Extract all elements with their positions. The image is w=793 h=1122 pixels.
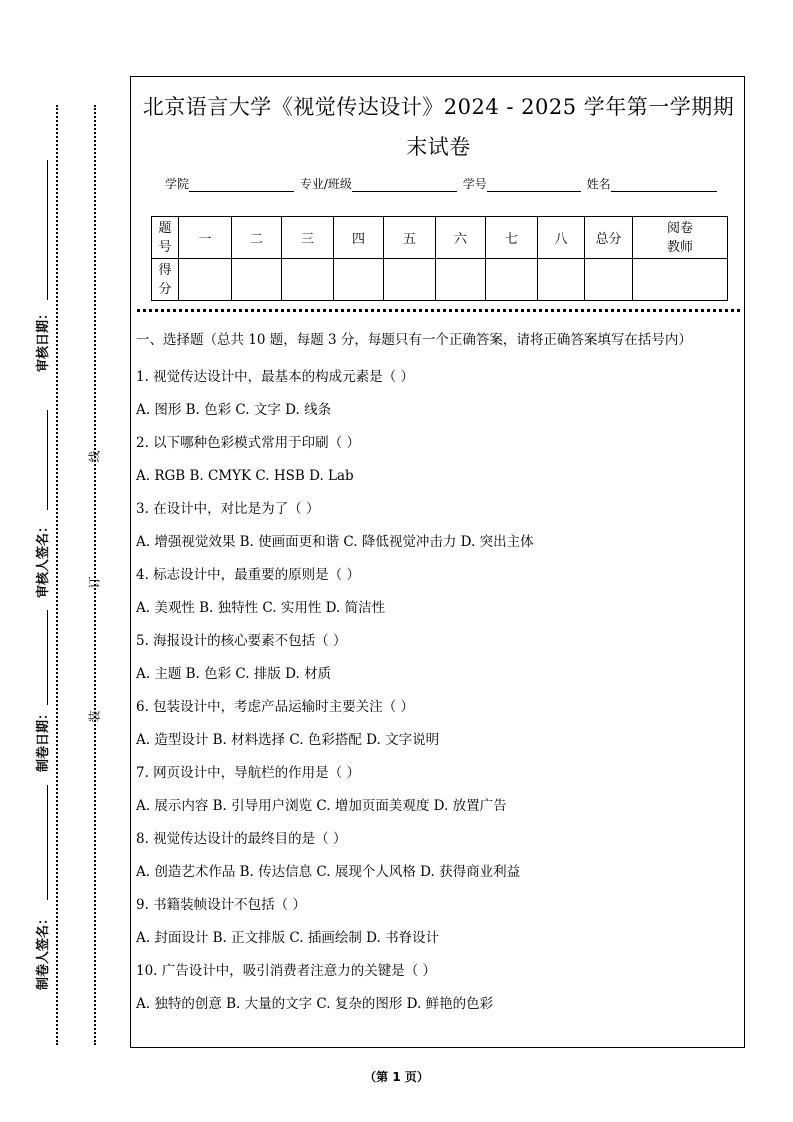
- score-cell[interactable]: [334, 259, 384, 301]
- grader-cell[interactable]: [633, 259, 728, 301]
- options: A. 造型设计 B. 材料选择 C. 色彩搭配 D. 文字说明: [136, 732, 440, 748]
- score-label: 得分: [158, 262, 172, 297]
- outer-dotted-line: [56, 105, 58, 1045]
- college-label: 学院: [165, 177, 190, 191]
- col-header: 总分: [585, 217, 633, 259]
- exam-paper: [130, 76, 745, 1048]
- header-label: 题号: [158, 220, 172, 255]
- question: 6. 包装设计中，考虑产品运输时主要关注（ ）: [136, 699, 414, 715]
- cut-word-bind: 装: [87, 710, 102, 723]
- options: A. 封面设计 B. 正文排版 C. 插画绘制 D. 书脊设计: [136, 930, 440, 946]
- col-header-grader: [633, 217, 728, 259]
- score-cell[interactable]: [538, 259, 585, 301]
- question: 7. 网页设计中，导航栏的作用是（ ）: [136, 765, 360, 781]
- score-cell[interactable]: [486, 259, 538, 301]
- reviewer-date-blank: [47, 160, 48, 300]
- maker-sign-label: 制卷人签名：: [36, 911, 51, 990]
- col-header: 一: [179, 217, 232, 259]
- question: 3. 在设计中，对比是为了（ ）: [136, 501, 320, 517]
- score-cell[interactable]: [436, 259, 486, 301]
- col-header: 三: [282, 217, 334, 259]
- question: 1. 视觉传达设计中，最基本的构成元素是（ ）: [136, 369, 414, 385]
- grader-label: 阅卷教师: [666, 220, 693, 255]
- col-header: 七: [486, 217, 538, 259]
- header-label-cell: [152, 217, 179, 259]
- col-header: 五: [384, 217, 436, 259]
- student-info-row: [165, 175, 719, 192]
- college-field[interactable]: [189, 178, 294, 192]
- student-id-field[interactable]: [487, 178, 581, 192]
- maker-date-blank: [47, 610, 48, 705]
- exam-title: 北京语言大学《视觉传达设计》2024 - 2025 学年第一学期期末试卷: [142, 95, 735, 159]
- maker-sign-blank: [47, 785, 48, 900]
- maker-date-label: 制卷日期：: [36, 706, 51, 772]
- score-cell[interactable]: [179, 259, 232, 301]
- options: A. 美观性 B. 独特性 C. 实用性 D. 简洁性: [136, 600, 386, 616]
- cut-word-line: 线: [87, 450, 102, 463]
- options: A. 独特的创意 B. 大量的文字 C. 复杂的图形 D. 鲜艳的色彩: [136, 996, 494, 1012]
- reviewer-sign-blank: [47, 410, 48, 510]
- section-heading: 一、选择题（总共 10 题，每题 3 分，每题只有一个正确答案，请将正确答案填写在括号内）: [136, 332, 692, 348]
- question: 8. 视觉传达设计的最终目的是（ ）: [136, 831, 347, 847]
- options: A. 展示内容 B. 引导用户浏览 C. 增加页面美观度 D. 放置广告: [136, 798, 507, 814]
- major-field[interactable]: [352, 178, 457, 192]
- student-id-label: 学号: [462, 177, 487, 191]
- col-header: 六: [436, 217, 486, 259]
- options: A. 创造艺术作品 B. 传达信息 C. 展现个人风格 D. 获得商业利益: [136, 864, 521, 880]
- question: 10. 广告设计中，吸引消费者注意力的关键是（ ）: [136, 963, 437, 979]
- major-label: 专业/班级: [299, 177, 352, 191]
- options: A. 增强视觉效果 B. 使画面更和谐 C. 降低视觉冲击力 D. 突出主体: [136, 534, 534, 550]
- score-cell[interactable]: [282, 259, 334, 301]
- page-footer: （第 1 页）: [364, 1070, 429, 1084]
- question: 5. 海报设计的核心要素不包括（ ）: [136, 633, 347, 649]
- options: A. RGB B. CMYK C. HSB D. Lab: [136, 468, 354, 484]
- col-header: 四: [334, 217, 384, 259]
- score-cell[interactable]: [232, 259, 282, 301]
- options: A. 图形 B. 色彩 C. 文字 D. 线条: [136, 402, 332, 418]
- question: 9. 书籍装帧设计不包括（ ）: [136, 897, 306, 913]
- score-cell[interactable]: [384, 259, 436, 301]
- inner-dotted-line: [94, 105, 96, 1045]
- dotted-separator: [137, 309, 740, 312]
- score-label-cell: [152, 259, 179, 301]
- score-table: [151, 216, 728, 301]
- reviewer-sign-label: 审核人签名：: [36, 519, 51, 598]
- binding-margin: [0, 0, 130, 1122]
- score-cell[interactable]: [585, 259, 633, 301]
- reviewer-date-label: 审核日期：: [36, 306, 51, 372]
- question: 2. 以下哪种色彩模式常用于印刷（ ）: [136, 435, 360, 451]
- question: 4. 标志设计中，最重要的原则是（ ）: [136, 567, 360, 583]
- section-1: [136, 329, 741, 1021]
- options: A. 主题 B. 色彩 C. 排版 D. 材质: [136, 666, 332, 682]
- col-header: 二: [232, 217, 282, 259]
- cut-word-staple: 订: [87, 576, 102, 589]
- name-label: 姓名: [586, 177, 611, 191]
- col-header: 八: [538, 217, 585, 259]
- name-field[interactable]: [611, 178, 717, 192]
